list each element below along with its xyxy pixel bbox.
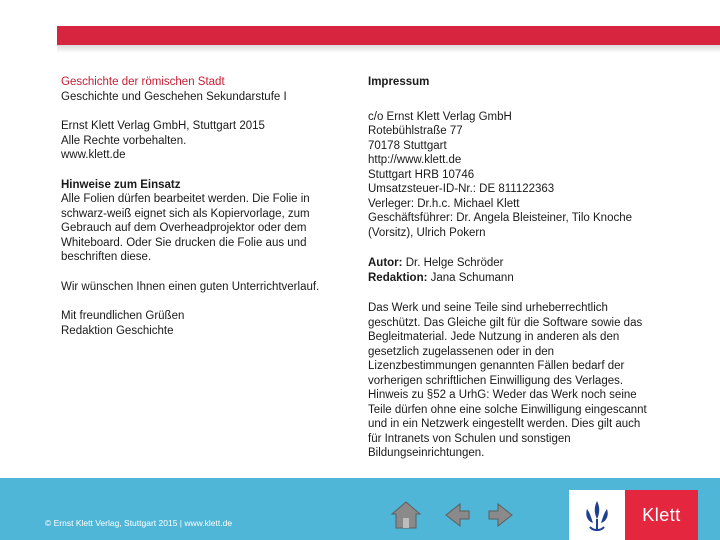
hints-line: schwarz-weiß eignet sich als Kopiervorlage, zum bbox=[61, 207, 310, 220]
address-line: Rotebühlstraße 77 bbox=[368, 125, 463, 137]
slide-title: Geschichte der römischen Stadt bbox=[61, 76, 225, 88]
address-line: Stuttgart HRB 10746 bbox=[368, 168, 475, 181]
home-button[interactable] bbox=[388, 498, 424, 532]
address-line: c/o Ernst Klett Verlag GmbH bbox=[368, 110, 512, 123]
address-line: 70178 Stuttgart bbox=[368, 139, 447, 152]
klett-logo-mark bbox=[569, 490, 625, 540]
impressum-heading: Impressum bbox=[368, 76, 430, 88]
copyright-line: geschützt. Das Gleiche gilt für die Software sowie das bbox=[368, 316, 643, 329]
copyright-line: Das Werk und seine Teile sind urheberrechtlich bbox=[368, 302, 608, 314]
wish-text: Wir wünschen Ihnen einen guten Unterrichtverlauf. bbox=[61, 280, 320, 293]
copyright-line: Teile dürfen ohne eine solche Einwilligung eingescannt bbox=[368, 403, 647, 416]
author-value: Dr. Helge Schröder bbox=[402, 257, 504, 269]
website-line: www.klett.de bbox=[61, 149, 126, 161]
hints-heading: Hinweise zum Einsatz bbox=[61, 178, 181, 191]
top-accent-bar bbox=[57, 26, 720, 45]
copyright-line: gesetzlich zugelassenen oder in den bbox=[368, 345, 555, 358]
publisher-line: Ernst Klett Verlag GmbH, Stuttgart 2015 bbox=[61, 120, 265, 132]
klett-mark-icon bbox=[577, 495, 617, 535]
greeting-line: Mit freundlichen Grüßen bbox=[61, 310, 185, 322]
address-line: Geschäftsführer: Dr. Angela Bleisteiner, Tilo Knoche bbox=[368, 212, 633, 224]
author-line bbox=[368, 256, 673, 271]
copyright-line: vorherigen schriftlichen Einwilligung des Verlages. bbox=[368, 374, 624, 387]
footer-copyright: © Ernst Klett Verlag, Stuttgart 2015 | www.klett.de bbox=[45, 518, 233, 528]
signature-line: Redaktion Geschichte bbox=[61, 324, 174, 337]
address-line: Umsatzsteuer-ID-Nr.: DE 811122363 bbox=[368, 183, 555, 195]
copyright-line: Lizenzbestimmungen genannten Fällen bedarf der bbox=[368, 360, 625, 372]
editor-label: Redaktion: bbox=[368, 271, 428, 284]
previous-slide-button[interactable] bbox=[440, 498, 474, 532]
hints-line: Gebrauch auf dem Overheadprojektor oder dem bbox=[61, 222, 307, 234]
klett-logo bbox=[569, 490, 698, 540]
top-bar-shadow bbox=[57, 45, 720, 53]
copyright-line: Begleitmaterial. Jede Nutzung in anderen als den bbox=[368, 331, 620, 343]
editor-line bbox=[368, 271, 673, 286]
home-icon bbox=[390, 500, 422, 530]
hints-line: Alle Folien dürfen bearbeitet werden. Die Folie in bbox=[61, 193, 310, 205]
hints-line: Whiteboard. Oder Sie drucken die Folie aus und bbox=[61, 236, 307, 249]
copyright-line: Hinweis zu §52 a UrhG: Weder das Werk noch seine bbox=[368, 389, 637, 401]
copyright-line: und in ein Netzwerk eingestellt werden. Dies gilt auch bbox=[368, 418, 641, 430]
copyright-line: für Intranets von Schulen und sonstigen bbox=[368, 432, 571, 445]
left-column bbox=[61, 75, 341, 338]
hints-line: beschriften diese. bbox=[61, 251, 152, 263]
right-column bbox=[368, 75, 673, 461]
author-label: Autor: bbox=[368, 257, 403, 269]
slide-subtitle: Geschichte und Geschehen Sekundarstufe I bbox=[61, 90, 287, 103]
next-slide-button[interactable] bbox=[484, 498, 518, 532]
rights-line: Alle Rechte vorbehalten. bbox=[61, 134, 187, 147]
address-line: (Vorsitz), Ulrich Pokern bbox=[368, 226, 486, 239]
address-line: Verleger: Dr.h.c. Michael Klett bbox=[368, 197, 520, 210]
editor-value: Jana Schumann bbox=[427, 271, 514, 284]
address-line: http://www.klett.de bbox=[368, 154, 462, 166]
arrow-right-icon bbox=[486, 500, 516, 530]
klett-wordmark: Klett bbox=[625, 490, 698, 540]
arrow-left-icon bbox=[442, 500, 472, 530]
copyright-line: Bildungseinrichtungen. bbox=[368, 447, 485, 459]
